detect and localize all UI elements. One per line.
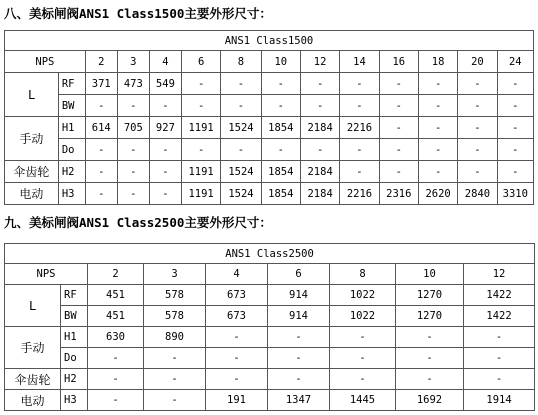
table-cell: 1191 (181, 183, 220, 205)
section2-heading-class: ANS1 Class2500 (79, 215, 185, 230)
table-row (5, 117, 534, 139)
table-cell: 1445 (330, 390, 396, 411)
row-sub-label: BW (58, 95, 85, 117)
table-cell: - (379, 73, 418, 95)
table-cell: - (330, 369, 396, 390)
table-cell: 1422 (464, 306, 535, 327)
table-cell: 1270 (396, 306, 464, 327)
table-row (5, 139, 534, 161)
nps-size-header: 3 (117, 51, 149, 73)
table-cell: 2316 (379, 183, 418, 205)
table-cell: 1692 (396, 390, 464, 411)
table-cell: - (261, 139, 300, 161)
table-cell: - (181, 139, 220, 161)
table-cell: 614 (85, 117, 117, 139)
table-cell: - (261, 73, 300, 95)
table-cell: - (88, 348, 144, 369)
table-cell: - (261, 95, 300, 117)
table-cell: - (117, 183, 149, 205)
table-cell: - (497, 95, 533, 117)
nps-header-row (5, 51, 534, 73)
nps-size-header: 2 (88, 264, 144, 285)
table-cell: - (418, 161, 457, 183)
row-group-label: 电动 (5, 183, 59, 205)
table-cell: - (149, 161, 181, 183)
table-cell: - (458, 139, 497, 161)
table-cell: - (379, 161, 418, 183)
table-cell: - (497, 73, 533, 95)
section2-heading-prefix: 九、美标闸阀 (4, 215, 80, 230)
table-cell: 2184 (300, 183, 339, 205)
row-group-label: 伞齿轮 (5, 369, 61, 390)
table-cell: - (117, 161, 149, 183)
row-group-label: 伞齿轮 (5, 161, 59, 183)
table-cell: - (206, 327, 268, 348)
table-cell: - (379, 95, 418, 117)
table-cell: 914 (268, 306, 330, 327)
row-sub-label: H1 (58, 117, 85, 139)
row-sub-label: H3 (61, 390, 88, 411)
row-group-label: L (5, 73, 59, 117)
table-title: ANS1 Class1500 (5, 31, 534, 51)
table-cell: 1347 (268, 390, 330, 411)
table-row (5, 327, 535, 348)
table-row (5, 285, 535, 306)
nps-size-header: 4 (149, 51, 181, 73)
nps-size-header: 6 (181, 51, 220, 73)
row-sub-label: RF (61, 285, 88, 306)
table-cell: - (88, 369, 144, 390)
row-sub-label: Do (61, 348, 88, 369)
table-cell: - (458, 161, 497, 183)
table-cell: 2216 (340, 183, 379, 205)
table-cell: - (181, 95, 220, 117)
table-row (5, 161, 534, 183)
table-cell: 451 (88, 285, 144, 306)
table-cell: 473 (117, 73, 149, 95)
nps-size-header: 12 (300, 51, 339, 73)
table-cell: - (379, 117, 418, 139)
section1-heading-suffix: 主要外形尺寸： (184, 6, 272, 21)
table-row (5, 369, 535, 390)
table-cell: - (330, 327, 396, 348)
table-cell: - (464, 327, 535, 348)
nps-size-header: 4 (206, 264, 268, 285)
table-cell: - (149, 139, 181, 161)
table-cell: - (497, 161, 533, 183)
row-group-label: 电动 (5, 390, 61, 411)
table-cell: - (149, 183, 181, 205)
table-row (5, 95, 534, 117)
table-cell: - (340, 139, 379, 161)
table-cell: - (181, 73, 220, 95)
row-group-label: 手动 (5, 327, 61, 369)
table-cell: 1270 (396, 285, 464, 306)
table-row (5, 390, 535, 411)
table-cell: - (330, 348, 396, 369)
row-group-label: L (5, 285, 61, 327)
table-cell: - (88, 390, 144, 411)
table-cell: 1524 (221, 183, 261, 205)
table-cell: - (379, 139, 418, 161)
table-cell: - (85, 139, 117, 161)
row-sub-label: RF (58, 73, 85, 95)
table-title-row (5, 31, 534, 51)
table-cell: 2184 (300, 161, 339, 183)
table-cell: - (300, 73, 339, 95)
table-cell: - (117, 95, 149, 117)
table-cell: - (221, 95, 261, 117)
table-cell: 1022 (330, 285, 396, 306)
table-cell: - (464, 348, 535, 369)
nps-size-header: 3 (144, 264, 206, 285)
table-cell: 3310 (497, 183, 533, 205)
table-cell: 1854 (261, 161, 300, 183)
row-sub-label: BW (61, 306, 88, 327)
section1-heading-class: ANS1 Class1500 (79, 6, 185, 21)
nps-size-header: 14 (340, 51, 379, 73)
section2-heading-suffix: 主要外形尺寸： (184, 215, 272, 230)
table-cell: - (149, 95, 181, 117)
row-sub-label: H3 (58, 183, 85, 205)
nps-size-header: 10 (261, 51, 300, 73)
table-title: ANS1 Class2500 (5, 244, 535, 264)
table-cell: 1191 (181, 117, 220, 139)
table-cell: 578 (144, 306, 206, 327)
table-row (5, 306, 535, 327)
table-cell: - (85, 161, 117, 183)
table-cell: - (497, 117, 533, 139)
table-cell: 914 (268, 285, 330, 306)
nps-size-header: 20 (458, 51, 497, 73)
nps-size-header: 2 (85, 51, 117, 73)
nps-header-row (5, 264, 535, 285)
table-cell: - (458, 117, 497, 139)
row-sub-label: H2 (61, 369, 88, 390)
table-cell: 1191 (181, 161, 220, 183)
section1-heading-prefix: 八、美标闸阀 (4, 6, 80, 21)
table-cell: 2840 (458, 183, 497, 205)
table-cell: 578 (144, 285, 206, 306)
table-cell: - (497, 139, 533, 161)
table-cell: 1914 (464, 390, 535, 411)
table-cell: - (144, 390, 206, 411)
table-cell: - (221, 139, 261, 161)
table-cell: - (85, 95, 117, 117)
table-cell: 705 (117, 117, 149, 139)
table-cell: - (268, 327, 330, 348)
nps-size-header: 10 (396, 264, 464, 285)
table-cell: - (206, 369, 268, 390)
table-cell: - (144, 369, 206, 390)
table-cell: 927 (149, 117, 181, 139)
row-sub-label: H1 (61, 327, 88, 348)
table-cell: - (418, 95, 457, 117)
nps-size-header: 16 (379, 51, 418, 73)
nps-size-header: 18 (418, 51, 457, 73)
table-cell: - (117, 139, 149, 161)
table-cell: - (458, 73, 497, 95)
table-cell: 451 (88, 306, 144, 327)
table-cell: 1422 (464, 285, 535, 306)
table-cell: 1524 (221, 117, 261, 139)
table-cell: - (144, 348, 206, 369)
table-cell: 630 (88, 327, 144, 348)
table-cell: 2216 (340, 117, 379, 139)
table-cell: 890 (144, 327, 206, 348)
table-title-row (5, 244, 535, 264)
table-cell: - (458, 95, 497, 117)
table-cell: 1524 (221, 161, 261, 183)
section2-heading (4, 213, 272, 231)
table-cell: - (221, 73, 261, 95)
table-cell: - (300, 95, 339, 117)
table-cell: - (340, 161, 379, 183)
table-cell: 1022 (330, 306, 396, 327)
table-cell: - (396, 348, 464, 369)
table-cell: - (85, 183, 117, 205)
table-cell: - (396, 327, 464, 348)
table-cell: 549 (149, 73, 181, 95)
table-row (5, 183, 534, 205)
class2500-dimension-table (4, 243, 535, 411)
table-cell: - (268, 369, 330, 390)
table-cell: 191 (206, 390, 268, 411)
table-cell: 673 (206, 306, 268, 327)
table-cell: - (340, 95, 379, 117)
row-sub-label: Do (58, 139, 85, 161)
table-row (5, 73, 534, 95)
table-cell: - (300, 139, 339, 161)
table-cell: 2184 (300, 117, 339, 139)
nps-size-header: 6 (268, 264, 330, 285)
nps-size-header: 24 (497, 51, 533, 73)
class1500-dimension-table (4, 30, 534, 205)
table-cell: - (396, 369, 464, 390)
section1-heading (4, 4, 272, 22)
table-cell: - (418, 139, 457, 161)
table-cell: - (206, 348, 268, 369)
row-sub-label: H2 (58, 161, 85, 183)
table-cell: 371 (85, 73, 117, 95)
table-cell: 1854 (261, 117, 300, 139)
nps-size-header: 8 (221, 51, 261, 73)
table-cell: - (418, 117, 457, 139)
nps-label: NPS (5, 264, 88, 285)
nps-size-header: 8 (330, 264, 396, 285)
nps-size-header: 12 (464, 264, 535, 285)
table-row (5, 348, 535, 369)
table-cell: - (464, 369, 535, 390)
table-cell: 673 (206, 285, 268, 306)
nps-label: NPS (5, 51, 86, 73)
table-cell: 1854 (261, 183, 300, 205)
table-cell: - (418, 73, 457, 95)
table-cell: - (268, 348, 330, 369)
table-cell: 2620 (418, 183, 457, 205)
table-cell: - (340, 73, 379, 95)
row-group-label: 手动 (5, 117, 59, 161)
